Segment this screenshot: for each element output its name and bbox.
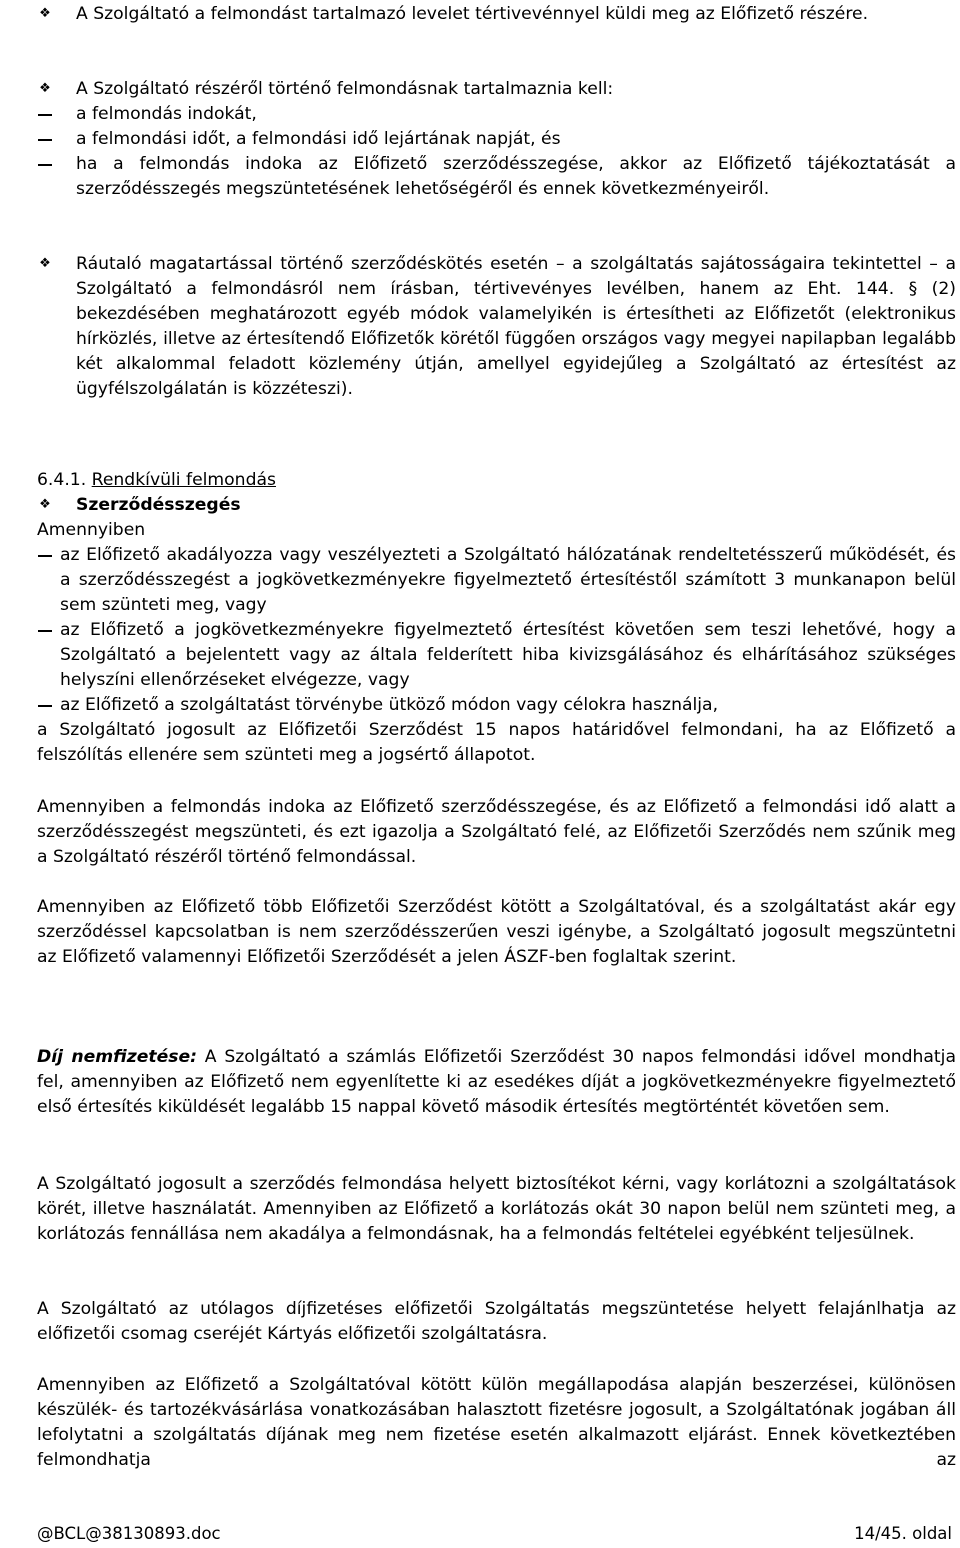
- diamond-bullet-icon: ❖: [39, 81, 51, 96]
- footer-filename: @BCL@38130893.doc: [37, 1524, 221, 1543]
- section-title: Rendkívüli felmondás: [91, 470, 276, 490]
- dash-bullet-icon: [38, 164, 52, 166]
- paragraph: Amennyiben a felmondás indoka az Előfizető szerződésszegése, és az Előfizető a felmondási idő alatt a szerződésszegést megszünteti, és ezt igazolja a Szolgáltató felé, az Előfizetői Szerződés nem szűnik meg a Szolgáltató részéről történő felmondással.: [37, 797, 956, 867]
- list-item-text: ha a felmondás indoka az Előfizető szerződésszegése, akkor az Előfizető tájékoztatását a szerződésszegés megszüntetésének lehetőségéről és ennek következményeiről.: [76, 154, 956, 199]
- bullet-paragraph-1: A Szolgáltató a felmondást tartalmazó levelet tértivevénnyel küldi meg az Előfizető részére.: [76, 4, 869, 24]
- dash-bullet-icon: [38, 114, 52, 116]
- diamond-bullet-icon: ❖: [39, 497, 51, 512]
- paragraph: A Szolgáltató jogosult a szerződés felmondása helyett biztosítékot kérni, vagy korlátozni a szolgáltatások körét, illetve használatát. Amennyiben az Előfizető a korlátozás okát 30 napon belül nem szünteti meg, a korlátozás fennállása nem akadálya a felmondásnak, ha a felmondás feltételei egyébként teljesülnek.: [37, 1174, 956, 1244]
- section-heading: [37, 468, 937, 493]
- paragraph: Amennyiben az Előfizető a Szolgáltatóval kötött külön megállapodása alapján beszerzései, különösen készülék- és tartozékvásárlása vonatkozásában halasztott fizetésre jogosult, a Szolgáltatónak jogában áll lefolytatni a szolgáltatás díjának meg nem fizetése esetén alkalmazott eljárást. Ennek következtében felmondhatja az: [37, 1375, 956, 1470]
- list-item: az Előfizető a szolgáltatást törvénybe ütköző módon vagy célokra használja,: [60, 695, 719, 715]
- list-item: az Előfizető a jogkövetkezményekre figyelmeztető értesítést követően sem teszi lehetővé, hogy a Szolgáltató a bejelentett vagy az általa felderített hiba kivizsgálásához és elhárításához szükséges helyszíni ellenőrzéseket elvégezze, vagy: [60, 620, 956, 690]
- paragraph: Amennyiben az Előfizető több Előfizetői Szerződést kötött a Szolgáltatóval, és a szolgáltatást akár egy szerződéssel kapcsolatban is nem szerződésszerűen veszi igénybe, a Szolgáltató jogosult megszüntetni az Előfizető valamennyi Előfizetői Szerződését a jelen ÁSZF-ben foglaltak szerint.: [37, 897, 956, 967]
- dash-bullet-icon: [38, 555, 52, 557]
- bullet-paragraph-2: A Szolgáltató részéről történő felmondásnak tartalmaznia kell:: [76, 79, 614, 99]
- dash-bullet-icon: [38, 630, 52, 632]
- list-item: [76, 152, 956, 202]
- paragraph: A Szolgáltató az utólagos díjfizetéses előfizetői Szolgáltatás megszüntetése helyett felajánlhatja az előfizetői csomag cseréjét Kártyás előfizetői szolgáltatásra.: [37, 1299, 956, 1344]
- dash-bullet-icon: [38, 139, 52, 141]
- dash-bullet-icon: [38, 705, 52, 707]
- diamond-bullet-icon: ❖: [39, 6, 51, 21]
- diamond-bullet-icon: ❖: [39, 256, 51, 271]
- list-item: a felmondás indokát,: [76, 104, 257, 124]
- bullet-paragraph-3: Ráutaló magatartással történő szerződéskötés esetén – a szolgáltatás sajátosságaira tekintettel – a Szolgáltató a felmondásról nem írásban, tértivevényes levélben, hanem az Eht. 144. § (2) bekezdésében meghatározott egyéb módok valamelyikén is értesítheti az Előfizetőt (elektronikus hírközlés, illetve az értesítendő Előfizetők körétől függően országos vagy megyei napilapban legalább két alkalommal feladott közlemény útján, amellyel egyidejűleg a Szolgáltató az értesítést az ügyfélszolgálatán is közzéteszi).: [76, 254, 956, 399]
- subheading: Szerződésszegés: [76, 495, 241, 515]
- list-item: a felmondási időt, a felmondási idő lejártának napját, és: [76, 129, 561, 149]
- paragraph: [37, 1045, 956, 1120]
- conclusion-paragraph: a Szolgáltató jogosult az Előfizetői Szerződést 15 napos határidővel felmondani, ha az Előfizető a felszólítás ellenére sem szünteti meg a jogsértő állapotot.: [37, 720, 956, 765]
- intro-text: Amennyiben: [37, 520, 146, 540]
- list-item: az Előfizető akadályozza vagy veszélyezteti a Szolgáltató hálózatának rendeltetésszerű működését, és a szerződésszegést a jogkövetkezményekre figyelmeztető értesítéstől számított 3 munkanapon belül sem szünteti meg, vagy: [60, 545, 956, 615]
- paragraph-text: A Szolgáltató a számlás Előfizetői Szerződést 30 napos felmondási idővel mondhatja fel, amennyiben az Előfizető nem egyenlítette ki az esedékes díját a jogkövetkezményekre figyelmeztető első értesítés kiküldését legalább 15 nappal követő második értesítés megtörténtét követően sem.: [37, 1047, 956, 1117]
- section-number: 6.4.1.: [37, 470, 87, 490]
- footer-page-number: 14/45. oldal: [854, 1524, 952, 1543]
- paragraph-label: Díj nemfizetése:: [37, 1047, 197, 1067]
